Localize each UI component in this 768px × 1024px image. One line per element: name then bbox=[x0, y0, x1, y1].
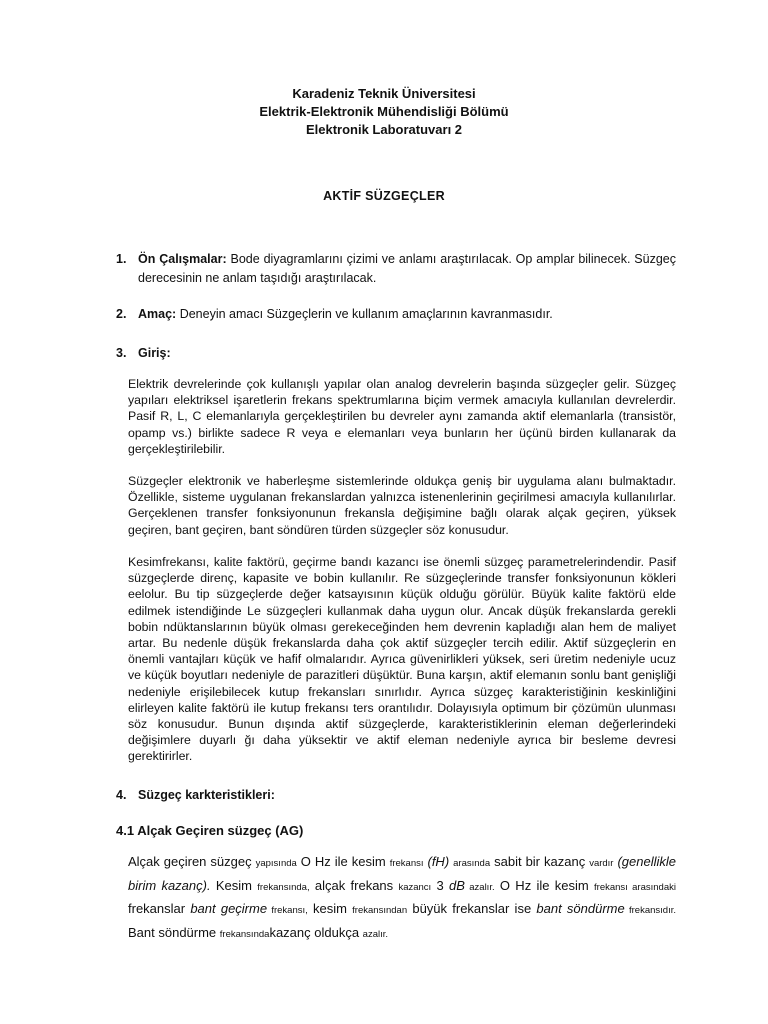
text-run: Kesim bbox=[210, 877, 258, 893]
text-run: 3 bbox=[431, 877, 450, 893]
text-run: sabit bir kazanç bbox=[490, 854, 590, 869]
text-run: yapısında bbox=[255, 858, 297, 869]
section-text: Bode diyagramlarını çizimi ve anlamı araştırılacak. Op amplar bilinecek. Süzgeç derecesinin ne anlam taşıdığı araştırılacak. bbox=[138, 252, 676, 285]
section-number: 1. bbox=[116, 252, 127, 266]
document-header bbox=[0, 85, 768, 139]
paragraph-parameters: Kesimfrekansı, kalite faktörü, geçirme bandı kazancı ise önemli süzgeç parametrelerindendir. Pasif süzgeçlerde direnç, kapasite ve bobin kullanılır. Re süzgeçlerinde transfer fonksiyonunun kökleri eelolur. Bu tip süzgeçlerde değer katsayısının küçük olduğu görülür. Büyük kalite faktörü elde edilmek istendiğinde Le süzgeçleri kullanmak daha uygun olur. Ancak düşük frekanslarda gerekli bobin ndüktanslarının büyük olması gerekeceğinden hem devrenin kapladığı alan hem de maliyet artar. Bu nedenle düşük frekanslarda daha çok aktif süzgeçler tercih edilir. Aktif süzgeçlerin en önemli vantajları küçük ve hafif olmalarıdır. Ayrıca güvenirlikleri yüksek, seri üretim nedeniyle ucuz ve küçük boyutları nedeniyle de parazitleri düşüktür. Buna karşın, aktif elemanın sonlu bant genişliği nedeniyle erişilebilecek kutup frekansları sınırlıdır. Ayrıca süzgeç karakteristiğinin keskinliğini elirleyen kalite faktörü ile kutup frekansı ters orantılıdır. Dolayısıyla optimum bir çözümün ulunması söz konusudur. Bunun dışında aktif süzgeçlerde, karakteristiklerinin eleman değerlerindeki değişimlere duyarlı ğı daha yüksektir ve aktif eleman nedeniyle ayrıca bir besleme devresi gerektirirler. bbox=[128, 555, 676, 764]
paragraph-applications: Süzgeçler elektronik ve haberleşme sistemlerinde oldukça geniş bir uygulama alanı bulmaktadır. Özellikle, sisteme uygulanan frekanslardan yalnızca istenenlerinin geçirilmesi amacıyla kullanılırlar. Gerçeklenen transfer fonksiyonunun frekansla değişimine bağlı olarak alçak geçiren, yüksek geçiren, bant geçiren, bant söndüren türden süzgeçler söz konusudur. bbox=[128, 474, 676, 537]
text-run: Bant söndürme bbox=[128, 924, 220, 940]
text-run: frekanslar bbox=[128, 901, 191, 916]
paragraph-lowpass bbox=[128, 851, 676, 945]
section-2 bbox=[116, 305, 676, 324]
text-run: frekansında, bbox=[257, 881, 310, 893]
text-run: frekansı bbox=[389, 858, 424, 869]
department-name: Elektrik-Elektronik Mühendisliği Bölümü bbox=[259, 104, 509, 119]
text-run: kesim bbox=[307, 901, 353, 916]
section-4 bbox=[116, 786, 676, 805]
document-title: AKTİF SÜZGEÇLER bbox=[323, 189, 445, 203]
paragraph-intro: Elektrik devrelerinde çok kullanışlı yapılar olan analog devrelerin başında süzgeçler gelir. Süzgeç yapıları elektriksel işaretlerin frekans spektrumlarına biçim vermek amacıyla kullanılan devrelerdir. Pasif R, L, C elemanlarıyla gerçekleştirilen bu devreler aynı zamanda aktif elemanlarla (transistör, opamp vs.) birlikte sadece R veya e elemanları veya bunların her üçünü birden kullanarak da gerçekleştirilebilir. bbox=[128, 377, 676, 456]
text-run: frekansı arasındaki bbox=[594, 881, 676, 893]
section-number: 2. bbox=[116, 307, 127, 321]
subsection-lowpass-heading: 4.1 Alçak Geçiren süzgeç (AG) bbox=[116, 823, 304, 838]
lab-name: Elektronik Laboratuvarı 2 bbox=[305, 122, 463, 137]
section-number: 4. bbox=[116, 788, 127, 802]
text-run: vardır bbox=[589, 858, 614, 869]
section-1 bbox=[116, 250, 676, 288]
text-run: dB bbox=[449, 877, 465, 893]
text-run: bant geçirme bbox=[190, 901, 268, 916]
text-run: frekansından bbox=[352, 905, 408, 916]
text-run: alçak frekans bbox=[309, 877, 399, 893]
section-label: Ön Çalışmalar: bbox=[138, 252, 227, 266]
section-3 bbox=[116, 344, 676, 363]
section-number: 3. bbox=[116, 346, 127, 360]
text-run: frekansıdır. bbox=[624, 905, 676, 916]
text-run: bant söndürme bbox=[536, 901, 625, 916]
text-run: Alçak geçiren süzgeç bbox=[128, 854, 256, 869]
text-run: kazancı bbox=[398, 881, 432, 893]
section-label: Süzgeç karkteristikleri: bbox=[138, 788, 275, 802]
text-run: kazanç oldukça bbox=[269, 924, 363, 940]
text-run: (genellikle birim kazanç). bbox=[128, 854, 677, 893]
section-label: Amaç: bbox=[138, 307, 177, 321]
section-label: Giriş: bbox=[138, 346, 171, 360]
text-run: frekansı, bbox=[267, 905, 308, 916]
section-text: Deneyin amacı Süzgeçlerin ve kullanım amaçlarının kavranmasıdır. bbox=[176, 307, 553, 321]
text-run: arasında bbox=[453, 858, 491, 869]
text-run: O Hz ile kesim bbox=[296, 854, 390, 869]
text-run: O Hz ile kesim bbox=[494, 877, 595, 893]
text-run: büyük frekanslar ise bbox=[407, 901, 537, 916]
text-run: frekansında bbox=[219, 928, 270, 940]
text-run: azalır. bbox=[362, 928, 389, 940]
text-run: azalır. bbox=[464, 881, 495, 893]
university-name: Karadeniz Teknik Üniversitesi bbox=[292, 86, 476, 101]
text-run: (fH) bbox=[423, 854, 454, 869]
